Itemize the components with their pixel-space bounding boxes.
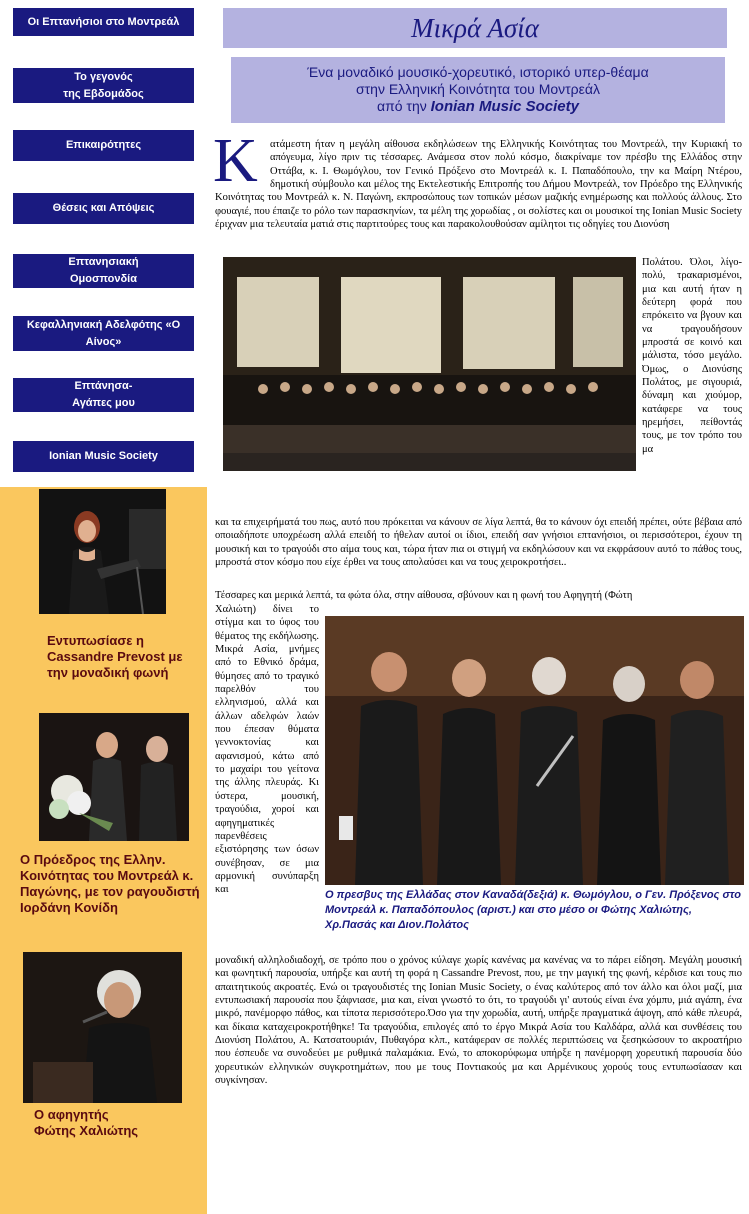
article-paragraph-2-top: [215, 589, 742, 603]
caption-cassandre: Εντυπωσίασε η Cassandre Prevost με την μοναδική φωνή: [47, 633, 183, 680]
article-side-column-1: [642, 256, 742, 515]
nav-link-event-of-week[interactable]: Το γεγονός της Εβδομάδος: [13, 68, 194, 103]
nav-link-epta-montreal[interactable]: Οι Επτανήσιοι στο Μοντρεάλ: [13, 8, 194, 36]
subtitle-line-1: Ένα μοναδικό μουσικό-χορευτικό, ιστορικό υπερ-θέαμα: [307, 64, 649, 80]
paragraph-2-side-text: Χαλιώτη) δίνει το στίγμα και το ύφος του θέματος της εκδήλωσης. Μικρά Ασία, μνήμες από το Εθνικό δράμα, θύμησες από το τραγικό παρελθόν του ελληνισμού, αλλά και άλλων αδελφών λαών που έπεσαν θύματα γεννοκτονίας και αφανισμού, κάτω από το μαχαίρι του γείτονα της άλλης πλευράς. Κι ύστερα, μουσική, τραγούδια, χοροί και αφηγηματικές παρενθέσεις εξιστόρησης των όσων συνέβησαν, σε μια αρμονική συνύπαρξη και: [215, 604, 319, 896]
page-title-bar: [223, 8, 727, 48]
subtitle-line-3: [231, 98, 725, 115]
article-paragraph-2-cont: [215, 954, 742, 1144]
group-photo-caption: Ο πρεσβυς της Ελλάδας στον Καναδά(δεξιά) κ. Θωμόγλου, ο Γεν. Πρόξενος στο Μοντρεάλ κ. Παπαδόπουλος (αριστ.) και στο μέσο οι Φώτης Χαλιώτης, Χρ.Πασάς και Διον.Πολάτος: [325, 889, 741, 931]
article-side-column-2: [215, 603, 319, 953]
paragraph-1-side-text: Πολάτου. Όλοι, λίγο- πολύ, τρακαρισμένοι, μια και αυτή ήταν η δεύτερη φορά που επρόκειτο να βγουν και να τραγουδήσουν μπροστά σε κοινό και μάλιστα, τόσο μεγάλο. Όμως, ο Διονύσης Πολάτος, με σιγουριά, δύναμη και χιούμορ, κατάφερε να τους ηρεμήσει, πείθοντάς τους, με τον τρόπο του μα: [642, 257, 742, 455]
article-paragraph-1: [215, 138, 742, 258]
paragraph-2-top-text: Τέσσαρες και μερικά λεπτά, τα φώτα όλα, στην αίθουσα, σβύνουν και η φωνή του Αφηγητή (Φώτη: [215, 590, 633, 601]
nav-link-opinions[interactable]: Θέσεις και Απόψεις: [13, 193, 194, 224]
photo-president-singer: [39, 713, 189, 841]
caption-narrator: Ο αφηγητής Φώτης Χαλιώτης: [34, 1107, 139, 1138]
subtitle-org: Ionian Music Society: [430, 98, 579, 115]
photo-dignitaries-group: [325, 616, 744, 885]
paragraph-1-cont-text: και τα επιχειρήματά του πως, αυτό που πρόκειται να κάνουν σε λίγα λεπτά, θα το κάνουν όχι επειδή πρέπει, ούτε βέβαια από οποιαδήποτε υποχρέωση αλλά επειδή το ήθελαν αυτοί οι ίδιοι, επειδή σαν γνήσιοι επτανήσιοι, οι περισσότεροι, έχουν τη μουσική και το τραγούδι στο αίμα τους και, τώρα ήταν πια οι στιγμή να εκδηλώσουν και να εκφράσουν αυτό το πάθος τους, μπροστά στον κόσμο που είχε έρθει να τους απολαύσει και να τους χειροκροτήσει..: [215, 517, 742, 569]
subtitle-line-2: στην Ελληνική Κοινότητα του Μοντρεάλ: [356, 81, 600, 97]
paragraph-1-text: ατάμεστη ήταν η μεγάλη αίθουσα εκδηλώσεων της Ελληνικής Κοινότητας του Μοντρεάλ, την Κυριακή το απόγευμα, λίγο πριν τις τέσσαρες. Ανάμεσα στον πολύ κόσμο, διακρίναμε τον πρέσβυ της Ελλάδος στην Οττάβα, κ. Ι. Θωμόγλου, τον Γενικό Πρόξενο στο Μοντρεάλ κ. Ι. Παπαδόπουλο, την κα Μαίρη Ντέρου, δημοτική σύμβουλο και μέλος της Εκτελεστικής Επιτροπής του Δήμου Μοντρεάλ, τον Πρόεδρο της Ελληνικής Κοινότητας του Μοντρεάλ κ. Ν. Παγώνη, εκπροσώπους των τοπικών μέσων μαζικής ενημέρωσης και πολλούς άλλους. Στο φουαγιέ, που έπαιζε το ρόλο των παρασκηνίων, τα μέλη της χορωδίας , οι σολίστες και οι μουσικοί της Ionian Music Society έριχναν μια τελευταία ματιά στις παρτιτούρες τους και παρακολουθούσαν αμίλητοι τις οδηγίες του Διονύση: [215, 139, 742, 231]
photo-concert-choir: [223, 257, 636, 471]
drop-cap: Κ: [213, 127, 258, 195]
subtitle-from: από την: [376, 98, 427, 114]
drop-cap-spacer: [215, 138, 270, 191]
page-title: Μικρά Ασία: [411, 13, 539, 43]
nav-link-kefallinian-brotherhood[interactable]: Κεφαλληνιακή Αδελφότης «Ο Αίνος»: [13, 316, 194, 351]
nav-link-news[interactable]: Επικαιρότητες: [13, 130, 194, 161]
caption-president: Ο Πρόεδρος της Ελλην. Κοινότητας του Μοντρεάλ κ. Παγώνης, με τον ραγουδιστή Ιορδάνη Κονίδη: [20, 852, 200, 915]
page-subtitle: [231, 57, 725, 123]
photo-narrator: [23, 952, 182, 1103]
nav-link-federation[interactable]: Επτανησιακή Ομοσπονδία: [13, 254, 194, 288]
article-paragraph-1-cont: [215, 516, 742, 588]
nav-link-heptanesa[interactable]: Επτάνησα- Αγάπες μου: [13, 378, 194, 412]
photo-cassandre-prevost: [39, 489, 166, 614]
paragraph-2-cont-text: μοναδική αλληλοδιαδοχή, σε τρόπο που ο χρόνος κύλαγε χωρίς κανένας μα κανένας να το πάρει είδηση. Μεγάλη μουσική και φωνητική παρουσία, υπήρξε και αυτή τη φορά η Cassandre Prevost, που, με την μαγική της φωνή, κέρδισε και τους πιο απαιτητικούς ακροατές. Ενώ οι τραγουδιστές της Ionian Music Society, ο ένας καλύτερος από τον άλλο και όλοι μαζί, μια εντυπωσιακή παρουσία που ξάφνιασε, μια και, είναι γνωστό το ότι, το τραγούδι γι' αυτούς είναι ένα χόμπυ, μιά αγάπη, ένα μικρό, πανέμορφο πάθος, και τίποτα περισσότερο.Όσο για την χορωδία, αυτή, υπήρξε πραγματικά άψογη, από κάθε πλευρά, και δίκαια καταχειροκροτήθηκε! Τα τραγούδια, επιλογές από το έργο Μικρά Ασία του Καλδάρα, αλλά και συνθέσεις του Διονύση Πολάτου, Α. Κατσατουριάν, Πυθαγόρα κλπ., κατάφεραν σε πολλές περιπτώσεις να ξεσηκώσουν το ακροατήριο που έσπευδε να συνοδεύει με ρυθμικά παλαμάκια. Ενώ, το αποκορύφωμα υπήρξε η πανέμορφη χορευτική παρουσία δύο χορευτικών ελληνικών συγκροτημάτων, που με τους Ποντιακούς μα και Αρμένικους χορούς τους εντυπωσίασαν και συγκίνησαν.: [215, 955, 742, 1087]
nav-link-ionian-music-society[interactable]: Ionian Music Society: [13, 441, 194, 472]
